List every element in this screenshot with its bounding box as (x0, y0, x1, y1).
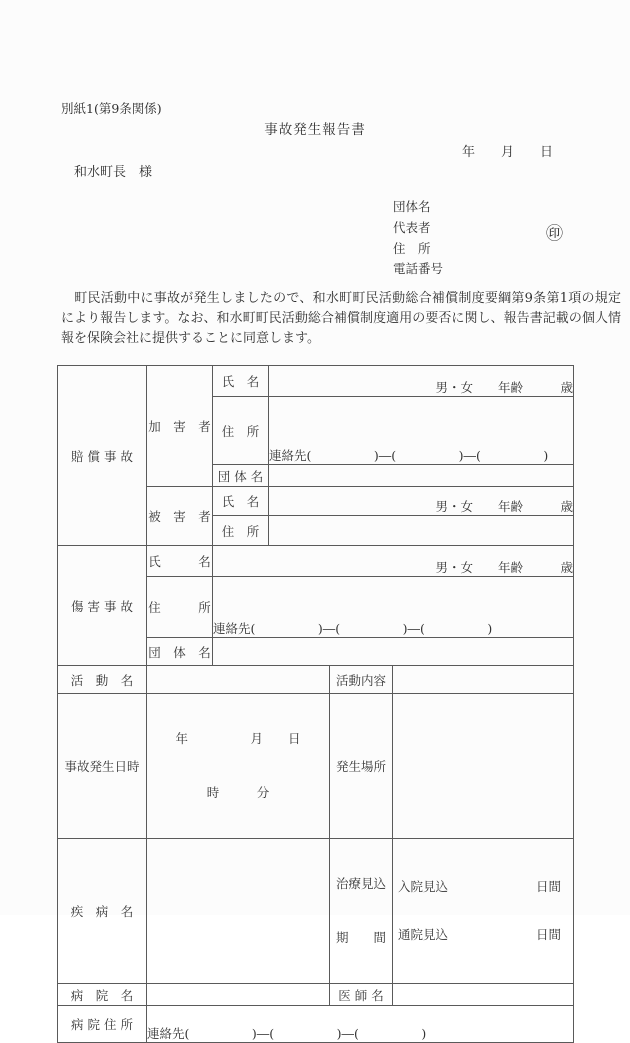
activity-content-field (393, 666, 574, 694)
injury-group-field (213, 638, 574, 666)
date-line: 年 月 日 (461, 145, 553, 160)
treatment-label-line1: 治療見込 (335, 876, 386, 891)
page-title: 事故発生報告書 (264, 122, 366, 138)
perpetrator-contact-cell: 連絡先( )―( )―( ) (269, 397, 574, 465)
representative-label: 代表者 (393, 220, 431, 235)
injury-name-label: 氏 名 (147, 546, 213, 577)
group-name-label: 団体名 (393, 199, 431, 214)
victim-address-label: 住 所 (213, 516, 269, 546)
victim-cell: 被 害 者 (147, 487, 213, 546)
hospital-name-field (147, 984, 330, 1006)
hospitalization-label: 入院見込 (398, 879, 449, 894)
submitter-address-label: 住 所 (393, 241, 431, 256)
occurrence-place-label: 発生場所 (330, 694, 393, 839)
activity-content-label: 活動内容 (330, 666, 393, 694)
activity-name-label: 活 動 名 (58, 666, 147, 694)
doctor-name-field (393, 984, 574, 1006)
injury-gender-age-cell: 男・女 年齢 歳 (213, 546, 574, 577)
outpatient-label: 通院見込 (398, 927, 449, 942)
consent-paragraph: 町民活動中に事故が発生しましたので、和水町町民活動総合補償制度要綱第9条第1項の規定により報告します。なお、和水町町民活動総合補償制度適用の要否に関し、報告書記載の個人情報を保険会社に提供することに同意します。 (61, 291, 621, 346)
activity-name-field (147, 666, 330, 694)
victim-name-label: 氏 名 (213, 487, 269, 516)
perpetrator-cell: 加 害 者 (147, 366, 213, 487)
hospitalization-line (393, 878, 573, 896)
perpetrator-gender-age-cell: 男・女 年齢 歳 (269, 366, 574, 397)
hospital-contact-cell: 連絡先( )―( )―( ) (147, 1006, 574, 1043)
accident-report-table (57, 365, 574, 1043)
disease-name-field (147, 839, 330, 984)
occurrence-place-field (393, 694, 574, 839)
compensation-section-cell: 賠 償 事 故 (58, 366, 147, 546)
treatment-estimate-cell (393, 839, 574, 984)
outpatient-days-unit: 日間 (535, 927, 561, 942)
hospital-name-label: 病 院 名 (58, 984, 147, 1006)
injury-section-cell: 傷 害 事 故 (58, 546, 147, 666)
injury-contact-cell: 連絡先( )―( )―( ) (213, 577, 574, 638)
treatment-period-label (330, 839, 393, 984)
perpetrator-group-label: 団 体 名 (213, 465, 269, 487)
seal-icon: ㊞ (546, 224, 563, 244)
victim-address-field (269, 516, 574, 546)
hospital-address-label: 病 院 住 所 (58, 1006, 147, 1043)
perpetrator-address-label: 住 所 (213, 397, 269, 465)
perpetrator-group-field (269, 465, 574, 487)
addressee-line: 和水町長 様 (74, 165, 153, 180)
attachment-note: 別紙1(第9条関係) (61, 101, 162, 116)
outpatient-line (393, 926, 573, 944)
injury-address-label: 住 所 (147, 577, 213, 638)
datetime-hm-line: 時 分 (206, 785, 270, 800)
phone-number-label: 電話番号 (393, 261, 444, 276)
accident-datetime-field (147, 694, 330, 839)
victim-gender-age-cell: 男・女 年齢 歳 (269, 487, 574, 516)
treatment-label-line2: 期 間 (335, 930, 386, 945)
accident-datetime-label: 事故発生日時 (58, 694, 147, 839)
disease-name-label: 疾 病 名 (58, 839, 147, 984)
doctor-name-label: 医 師 名 (330, 984, 393, 1006)
injury-group-label: 団 体 名 (147, 638, 213, 666)
perpetrator-name-label: 氏 名 (213, 366, 269, 397)
hospitalization-days-unit: 日間 (535, 879, 561, 894)
datetime-ymd-line: 年 月 日 (175, 731, 301, 746)
